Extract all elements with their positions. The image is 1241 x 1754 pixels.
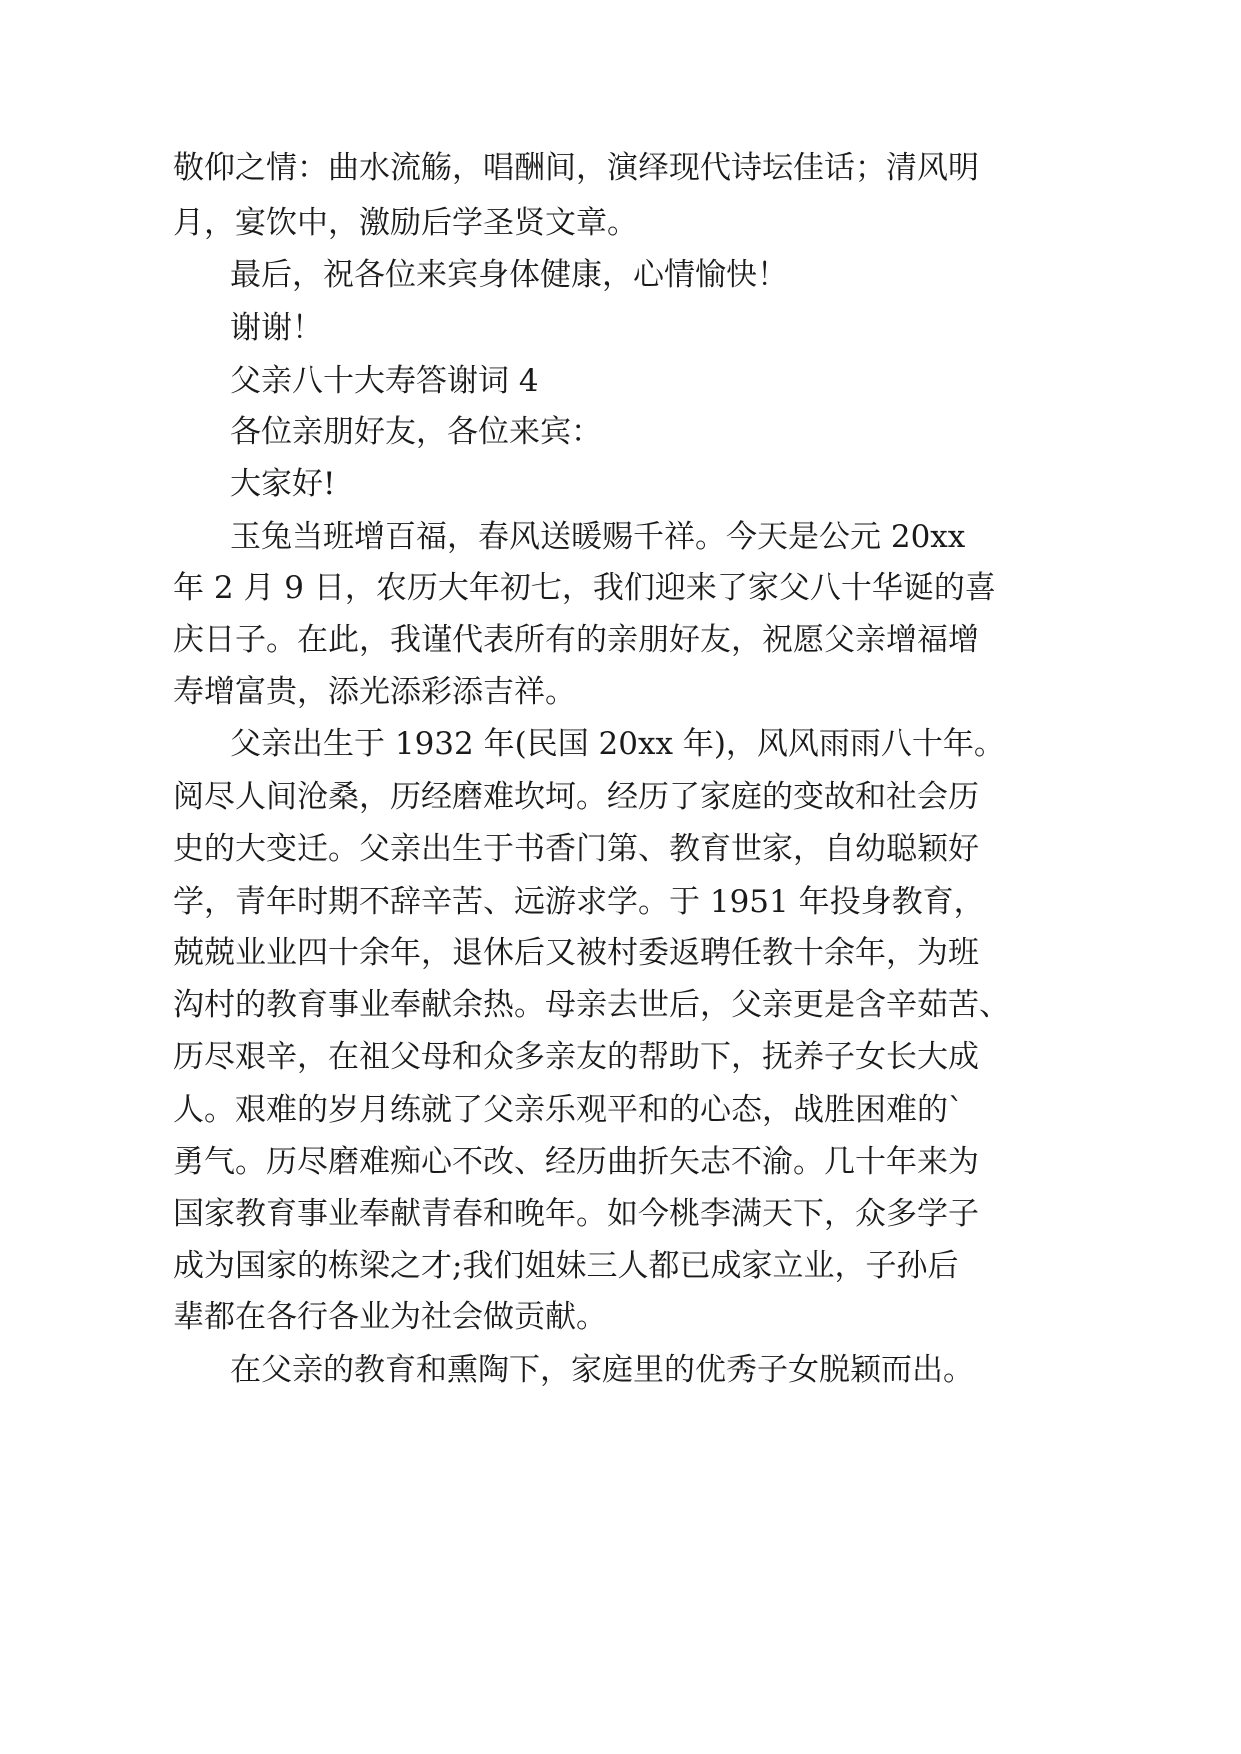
text-line [0,923,1241,983]
text-line-content: 谢谢！ [230,310,323,346]
text-line-content: 庆日子。在此，我谨代表所有的亲朋好友，祝愿父亲增福增 [173,622,979,658]
text-line-content: 阅尽人间沧桑，历经磨难坎坷。经历了家庭的变故和社会历 [173,779,979,815]
text-line [0,1132,1241,1192]
text-line [0,714,1241,774]
text-line-content: 历尽艰辛，在祖父母和众多亲友的帮助下，抚养子女长大成 [173,1039,979,1075]
text-line-content: 史的大变迁。父亲出生于书香门第、教育世家，自幼聪颖好 [173,831,979,867]
text-line [0,819,1241,879]
text-line-content: 沟村的教育事业奉献余热。母亲去世后，父亲更是含辛茹苦、 [173,987,1010,1023]
text-line [0,1287,1241,1347]
text-line-content: 国家教育事业奉献青春和晚年。如今桃李满天下，众多学子 [173,1196,979,1232]
text-line-content: 辈都在各行各业为社会做贡献。 [173,1299,607,1335]
text-line-content: 父亲八十大寿答谢词 4 [230,363,539,399]
text-line-content: 兢兢业业四十余年，退休后又被村委返聘任教十余年，为班 [173,935,979,971]
text-line-content: 成为国家的栋梁之才;我们姐妹三人都已成家立业，子孙后 [173,1248,959,1284]
text-line-content: 月，宴饮中，激励后学圣贤文章。 [173,205,638,241]
text-line [0,1340,1241,1400]
text-line [0,138,1241,198]
text-line-content: 父亲出生于 1932 年(民国 20xx 年)，风风雨雨八十年。 [230,726,1005,762]
text-line [0,1184,1241,1244]
text-line-content: 最后，祝各位来宾身体健康，心情愉快！ [230,257,788,293]
text-line [0,662,1241,722]
text-line [0,975,1241,1035]
text-line [0,193,1241,253]
text-line [0,402,1241,462]
text-line [0,558,1241,618]
text-line-content: 大家好! [230,466,336,502]
text-line-content: 各位亲朋好友，各位来宾： [230,414,602,450]
text-line [0,1080,1241,1140]
text-line-content: 在父亲的教育和熏陶下，家庭里的优秀子女脱颖而出。 [230,1352,974,1388]
text-line [0,245,1241,305]
text-line [0,610,1241,670]
text-line [0,767,1241,827]
text-line [0,454,1241,514]
text-line [0,1027,1241,1087]
text-line-content: 年 2 月 9 日，农历大年初七，我们迎来了家父八十华诞的喜 [173,570,996,606]
text-line-content: 勇气。历尽磨难痴心不改、经历曲折矢志不渝。几十年来为 [173,1144,979,1180]
text-line [0,298,1241,358]
text-line-content: 人。艰难的岁月练就了父亲乐观平和的心态，战胜困难的` [173,1092,964,1128]
text-line-content: 寿增富贵，添光添彩添吉祥。 [173,674,576,710]
text-line-content: 学，青年时期不辞辛苦、远游求学。于 1951 年投身教育， [173,884,985,920]
text-line-content: 玉兔当班增百福，春风送暖赐千祥。今天是公元 20xx [230,519,966,555]
text-line-content: 敬仰之情：曲水流觞，唱酬间，演绎现代诗坛佳话；清风明 [173,150,979,186]
